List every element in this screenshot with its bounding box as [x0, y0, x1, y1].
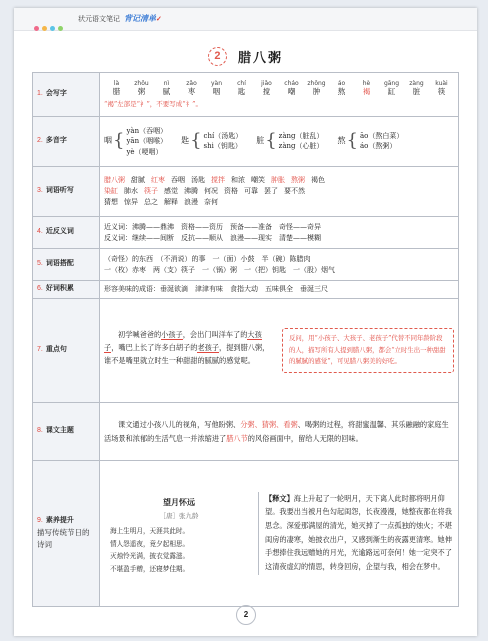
dictation-word: 罢了	[264, 187, 278, 196]
dictation-line	[104, 197, 454, 208]
hanzi: 搅	[262, 87, 271, 97]
dictation-word: 解释	[164, 197, 178, 206]
row-content	[100, 73, 459, 117]
hanzi: 粥	[137, 87, 146, 97]
poem	[104, 492, 259, 576]
collocation-line: 一（枚）赤枣 两（支）筷子 一（锅）粥 一（把）钥匙 一（股）烟气	[104, 265, 335, 274]
row-focus	[33, 299, 459, 403]
brace-icon: {	[113, 130, 125, 152]
row-content	[100, 217, 459, 249]
hanzi: 腊	[112, 87, 121, 97]
pinyin: zhōng	[307, 80, 326, 88]
row-sublabel: 描写传统节日的诗词	[37, 528, 90, 549]
dictation-word: 奈何	[204, 197, 218, 206]
row-accum	[33, 281, 459, 299]
row-label: 9. 素养提升 描写传统节日的诗词	[33, 461, 100, 607]
dictation-word: 汤匙	[191, 176, 205, 185]
poem-translation: 【释文】海上升起了一轮明月，天下离人此时都将明月仰望。我要出当被月色勾起闺怨，长夜漫漫，她整夜都在将我思念。深爱那满屋的清光，她灭掉了一点孤独的烛火；不堪闺房的凄寒，她披衣出户，又感到渐生的夜露更清寒。她伸手想捧住我远赠她的月光，光逾路远可奈何！她一定突不了这清夜虚幻的情思，转身回房，企望与我，相会在梦中。	[265, 493, 452, 572]
synonym-line: 近义词：沸腾——鼎沸 资格——资历 预备——准备 奇怪——奇异	[104, 222, 321, 231]
poem-line: 灭烛怜光满，披衣觉露滋。	[110, 552, 190, 561]
poly-reading: shi（钥匙）	[203, 142, 242, 151]
row-label: 5. 词语搭配	[33, 249, 100, 281]
hanzi: 匙	[237, 87, 246, 97]
row-label: 2. 多音字	[33, 117, 100, 167]
row-content	[100, 299, 459, 403]
row-theme	[33, 403, 459, 461]
dictation-word: 甜腻	[131, 176, 145, 185]
row-label: 3. 词语听写	[33, 167, 100, 217]
char-item	[354, 80, 379, 98]
dictation-word: 嘲笑	[251, 176, 265, 185]
hanzi: 枣	[187, 87, 196, 97]
char-item	[329, 80, 354, 98]
dot-icon	[42, 26, 47, 31]
dictation-word: 染缸	[104, 187, 118, 196]
dictation-word: 红枣	[151, 176, 165, 185]
page-number: 2	[236, 605, 256, 625]
char-list	[104, 80, 454, 98]
notebook-page	[14, 8, 477, 636]
dictation-word: 要不然	[284, 187, 305, 196]
row-label: 6. 好词积累	[33, 281, 100, 299]
brand	[78, 13, 162, 24]
dictation-word: 惊异	[124, 197, 138, 206]
poly-group	[256, 131, 323, 151]
dictation-line	[104, 175, 454, 186]
poly-reading: zàng（脏乱）	[278, 132, 324, 141]
row-dictation	[33, 167, 459, 217]
poly-reading: áo（熬粥）	[359, 142, 397, 151]
poly-reading: yān（咽喉）	[126, 137, 168, 146]
char-item	[379, 80, 404, 98]
hanzi: 脏	[412, 87, 421, 97]
hanzi: 肿	[312, 87, 321, 97]
char-item	[154, 80, 179, 98]
dictation-word: 褐色	[311, 176, 325, 185]
row-content	[100, 117, 459, 167]
poem-line: 海上生明月，天涯共此时。	[110, 527, 190, 536]
char-item	[304, 80, 329, 98]
poly-reading: āo（熬白菜）	[359, 132, 404, 141]
poly-reading: zàng（心脏）	[278, 142, 324, 151]
dictation-word: 肿胀	[271, 176, 285, 185]
row-content: 形容美味的成语：垂涎欲滴 津津有味 食指大动 五味俱全 垂涎三尺	[100, 281, 459, 299]
dictation-word: 何况	[204, 187, 218, 196]
pinyin: cháo	[284, 80, 299, 88]
antonym-line: 反义词：继续——间断 反抗——顺从 浪漫——现实 清楚——模糊	[104, 233, 321, 242]
dictation-word: 筷子	[144, 187, 158, 196]
hanzi: 筷	[437, 87, 446, 97]
pinyin: jiǎo	[261, 80, 272, 88]
brace-icon: {	[265, 130, 277, 152]
write-note: “褐”左部是“衤”，不要写成“礻”。	[104, 99, 202, 108]
dictation-word: 可靠	[244, 187, 258, 196]
row-label: 1. 会写字	[33, 73, 100, 117]
check-icon: ✓	[156, 16, 162, 23]
poly-reading: chí（汤匙）	[203, 132, 243, 141]
pinyin: gāng	[383, 80, 400, 88]
row-label: 8. 课文主题	[33, 403, 100, 461]
hanzi: 褐	[362, 87, 371, 97]
pinyin: hè	[362, 80, 371, 88]
dot-icon	[50, 26, 55, 31]
dictation-line	[104, 186, 454, 197]
poly-group	[338, 131, 404, 151]
study-table	[32, 72, 459, 607]
row-write	[33, 73, 459, 117]
poly-char: 熬	[337, 136, 346, 146]
top-bar	[14, 8, 477, 31]
dictation-word: 搅拌	[211, 176, 225, 185]
char-item	[404, 80, 429, 98]
poem-line: 情人怨遥夜，竟夕起相思。	[110, 539, 190, 548]
window-dots	[34, 16, 66, 35]
hanzi: 咽	[212, 87, 221, 97]
pinyin: là	[113, 80, 120, 88]
dictation-word: 感觉	[164, 187, 178, 196]
pinyin: zhōu	[134, 80, 149, 88]
focus-sentence: 初学喊爸爸的小孩子，会出门叫洋车了的大孩子，嘴巴上长了许多白胡子的老孩子，提到腊八粥，谁不是嘴里就立时生一种甜甜的腻腻的感觉呢。	[104, 329, 270, 366]
poly-group	[104, 126, 167, 156]
focus-annotation: 反问，用“小孩子、大孩子、老孩子”代替不同年龄阶段的人，描写所有人提到腊八粥，都会“立时生出一种甜甜的腻腻的感觉”，可见腊八粥美的好吃。	[282, 328, 454, 374]
dictation-word: 肺水	[124, 187, 138, 196]
brace-icon: {	[346, 130, 358, 152]
brand-tag: 背记清单	[124, 14, 156, 23]
pinyin: zàng	[409, 80, 424, 88]
poly-char: 脏	[256, 136, 265, 146]
brand-name: 状元语文笔记	[78, 16, 120, 23]
poly-char: 咽	[104, 136, 112, 146]
char-item	[129, 80, 154, 98]
dictation-word: 沸腾	[184, 187, 198, 196]
page-title: 腊八粥	[238, 51, 284, 66]
dictation-word: 资格	[224, 187, 238, 196]
theme-text: 课文通过小孩八儿的视角，写他盼粥、分粥、猜粥、看粥、喝粥的过程，将甜蜜温馨、其乐融融的家庭生活场景和浓郁的生活气息一并浓缩进了腊八节的风俗画面中，留给人无限的回味。	[104, 420, 449, 443]
poly-group	[181, 131, 242, 151]
pinyin: chí	[237, 80, 246, 88]
poly-char: 匙	[181, 136, 190, 146]
char-item	[104, 80, 129, 98]
collocation-line: （奇怪）的东西 （不消说）的事 一（面）小鼓 半（碗）陈腊肉	[104, 254, 311, 263]
poly-reading: yè（哽咽）	[126, 147, 163, 156]
row-collocation	[33, 249, 459, 281]
poly-reading: yàn（吞咽）	[126, 127, 168, 136]
row-literacy	[33, 461, 459, 607]
dictation-word: 和浓	[231, 176, 245, 185]
dictation-word: 猜想	[104, 197, 118, 206]
dictation-word: 总之	[144, 197, 158, 206]
row-label: 7. 重点句	[33, 299, 100, 403]
row-content	[100, 403, 459, 461]
char-item	[204, 80, 229, 98]
lesson-title	[14, 46, 477, 66]
poem-title: 望月怀远	[163, 496, 195, 507]
dot-icon	[58, 26, 63, 31]
hanzi: 嘲	[287, 87, 296, 97]
dictation-word: 熬粥	[291, 176, 305, 185]
row-content	[100, 461, 459, 607]
char-item	[254, 80, 279, 98]
dictation-word: 腊八粥	[104, 176, 125, 185]
poem-author: ［唐］张九龄	[159, 512, 199, 521]
row-content	[100, 167, 459, 217]
poem-line: 不堪盈手赠，还寝梦佳期。	[110, 564, 190, 573]
char-item	[429, 80, 454, 98]
dictation-word: 浪漫	[184, 197, 198, 206]
brace-icon: {	[190, 130, 202, 152]
hanzi: 熬	[337, 87, 346, 97]
char-item	[279, 80, 304, 98]
dictation-word: 吞咽	[171, 176, 185, 185]
pinyin: zǎo	[186, 80, 197, 88]
pinyin: áo	[337, 80, 346, 88]
dictation-words	[104, 175, 454, 208]
dot-icon	[34, 26, 39, 31]
char-item	[179, 80, 204, 98]
row-label: 4. 近反义词	[33, 217, 100, 249]
char-item	[229, 80, 254, 98]
row-poly	[33, 117, 459, 167]
pinyin: yàn	[210, 80, 223, 88]
row-synant	[33, 217, 459, 249]
pinyin: kuài	[435, 80, 448, 88]
lesson-number: 2	[208, 47, 227, 66]
poly-groups	[104, 124, 454, 158]
hanzi: 腻	[162, 87, 171, 97]
pinyin: nì	[163, 80, 170, 88]
hanzi: 缸	[387, 87, 396, 97]
row-content	[100, 249, 459, 281]
